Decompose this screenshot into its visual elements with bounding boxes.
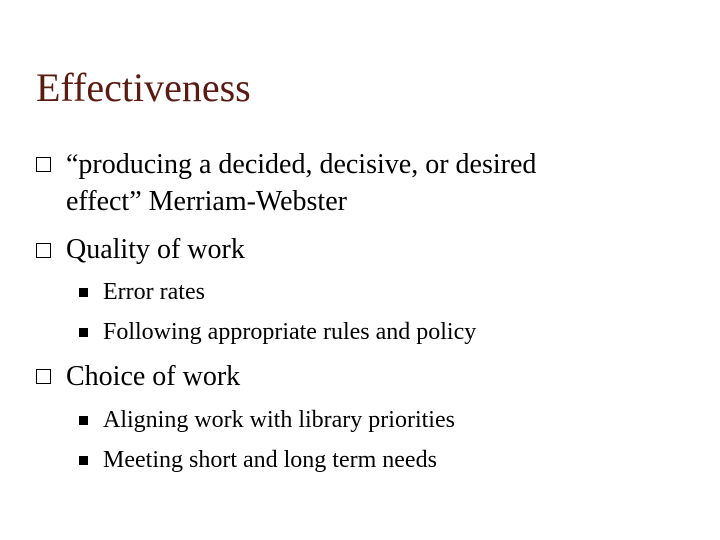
subitem-meeting-needs: Meeting short and long term needs bbox=[103, 447, 437, 473]
filled-square-bullet-icon bbox=[79, 416, 88, 425]
bullet-choice-of-work: Choice of work bbox=[66, 361, 241, 392]
bullet-quality-of-work: Quality of work bbox=[66, 234, 245, 265]
subitem-following-rules: Following appropriate rules and policy bbox=[103, 319, 477, 345]
hollow-square-bullet-icon bbox=[36, 157, 51, 172]
hollow-square-bullet-icon bbox=[36, 243, 51, 258]
subitem-error-rates: Error rates bbox=[103, 279, 205, 305]
bullet-definition-line-2: effect” Merriam-Webster bbox=[66, 186, 347, 217]
filled-square-bullet-icon bbox=[79, 328, 88, 337]
hollow-square-bullet-icon bbox=[36, 369, 51, 384]
filled-square-bullet-icon bbox=[79, 456, 88, 465]
subitem-aligning-work: Aligning work with library priorities bbox=[103, 407, 455, 433]
slide-title: Effectiveness bbox=[36, 65, 251, 110]
bullet-definition-line-1: “producing a decided, decisive, or desired bbox=[66, 149, 537, 180]
filled-square-bullet-icon bbox=[79, 288, 88, 297]
